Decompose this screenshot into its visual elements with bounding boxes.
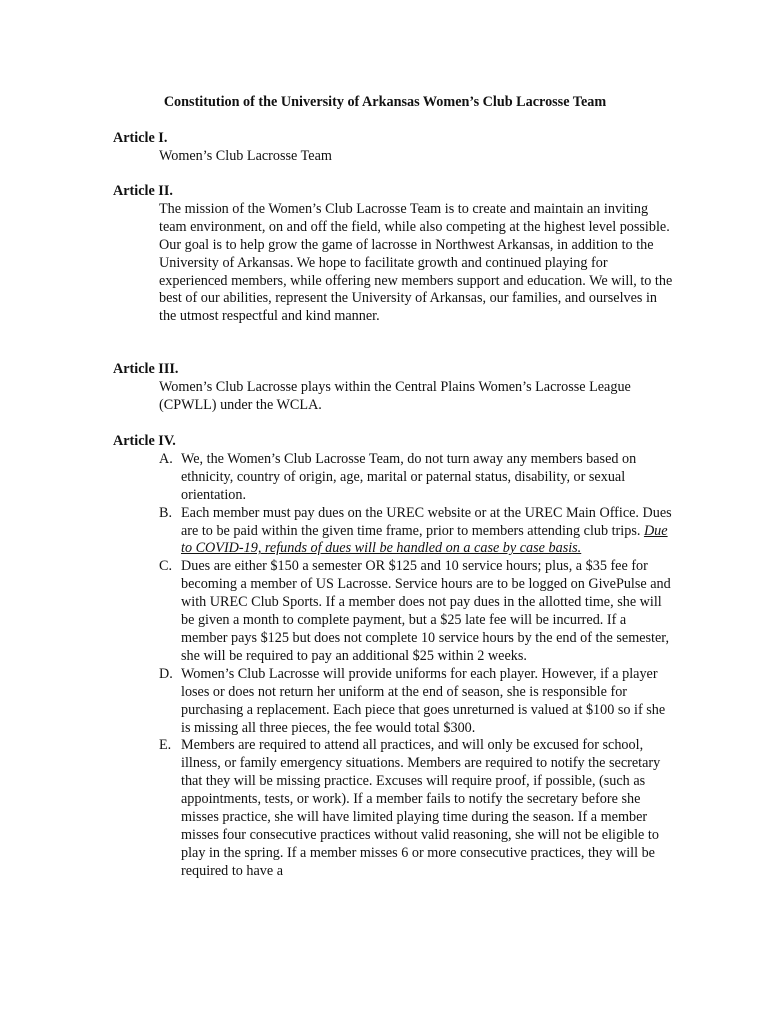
list-item (113, 666, 673, 738)
list-item-main-text: Each member must pay dues on the UREC website or at the UREC Main Office. Dues are to be paid within the given time frame, prior to members attending club trips. (181, 504, 672, 539)
list-item (113, 505, 673, 559)
article-heading: Article III. (113, 361, 179, 377)
list-item-text (181, 505, 673, 559)
list-marker: C. (159, 558, 173, 575)
article-body: The mission of the Women’s Club Lacrosse Team is to create and maintain an inviting team environment, on and off the field, while also competing at the highest level possible. Our goal is to help grow the game of lacrosse in Northwest Arkansas, in addition to the University of Arkansas. We hope to facilitate growth and continued playing for experienced members, while offering new members support and education. We will, to the best of our abilities, represent the University of Arkansas, our families, and ourselves in the utmost respectful and kind manner. (159, 200, 673, 325)
list-item-text: Members are required to attend all practices, and will only be excused for school, illness, or family emergency situations. Members are required to notify the secretary that they will be missing practice. Excuses will require proof, if possible, (such as appointments, tests, or work). If a member fails to notify the secretary before she misses practice, she will have limited playing time during the season. If a member misses four consecutive practices without valid reasoning, she will not be eligible to play in the spring. If a member misses 6 or more consecutive practices, they will be required to have a (181, 737, 661, 879)
article-4 (113, 433, 673, 881)
list-marker: B. (159, 504, 173, 521)
article-2 (113, 183, 673, 326)
document-title: Constitution of the University of Arkansas Women’s Club Lacrosse Team (163, 94, 607, 110)
list-item (113, 558, 673, 665)
article-3 (113, 361, 673, 415)
list-item-text: Dues are either $150 a semester OR $125 and 10 service hours; plus, a $35 fee for becoming a member of US Lacrosse. Service hours are to be logged on GivePulse and with UREC Club Sports. If a member does not pay dues in the allotted time, she will be given a month to complete payment, but a $25 late fee will be incurred. If a member pays $125 but does not complete 10 service hours by the end of the semester, she will be required to pay an additional $25 within 2 weeks. (181, 558, 671, 664)
list-marker: E. (159, 737, 172, 754)
article-heading: Article I. (113, 130, 168, 146)
article-1 (113, 130, 673, 166)
article-body: Women’s Club Lacrosse Team (159, 147, 332, 164)
article-item-list (113, 451, 673, 881)
list-marker: D. (159, 665, 173, 682)
list-item (113, 451, 673, 505)
list-item-text: We, the Women’s Club Lacrosse Team, do not turn away any members based on ethnicity, country of origin, age, marital or paternal status, disability, or sexual orientation. (181, 450, 637, 503)
covid-refund-note: Due to COVID-19, refunds of dues will be handled on a case by case basis. (181, 522, 668, 557)
article-heading: Article IV. (113, 433, 176, 449)
article-heading: Article II. (113, 183, 173, 199)
article-body: Women’s Club Lacrosse plays within the Central Plains Women’s Lacrosse League (CPWLL) under the WCLA. (159, 378, 631, 413)
list-marker: A. (159, 450, 173, 467)
list-item (113, 737, 673, 880)
list-item-text: Women’s Club Lacrosse will provide uniforms for each player. However, if a player loses or does not return her uniform at the end of season, she is responsible for purchasing a replacement. Each piece that goes unreturned is valued at $100 so if she is missing all three pieces, the fee would total $300. (181, 665, 666, 736)
